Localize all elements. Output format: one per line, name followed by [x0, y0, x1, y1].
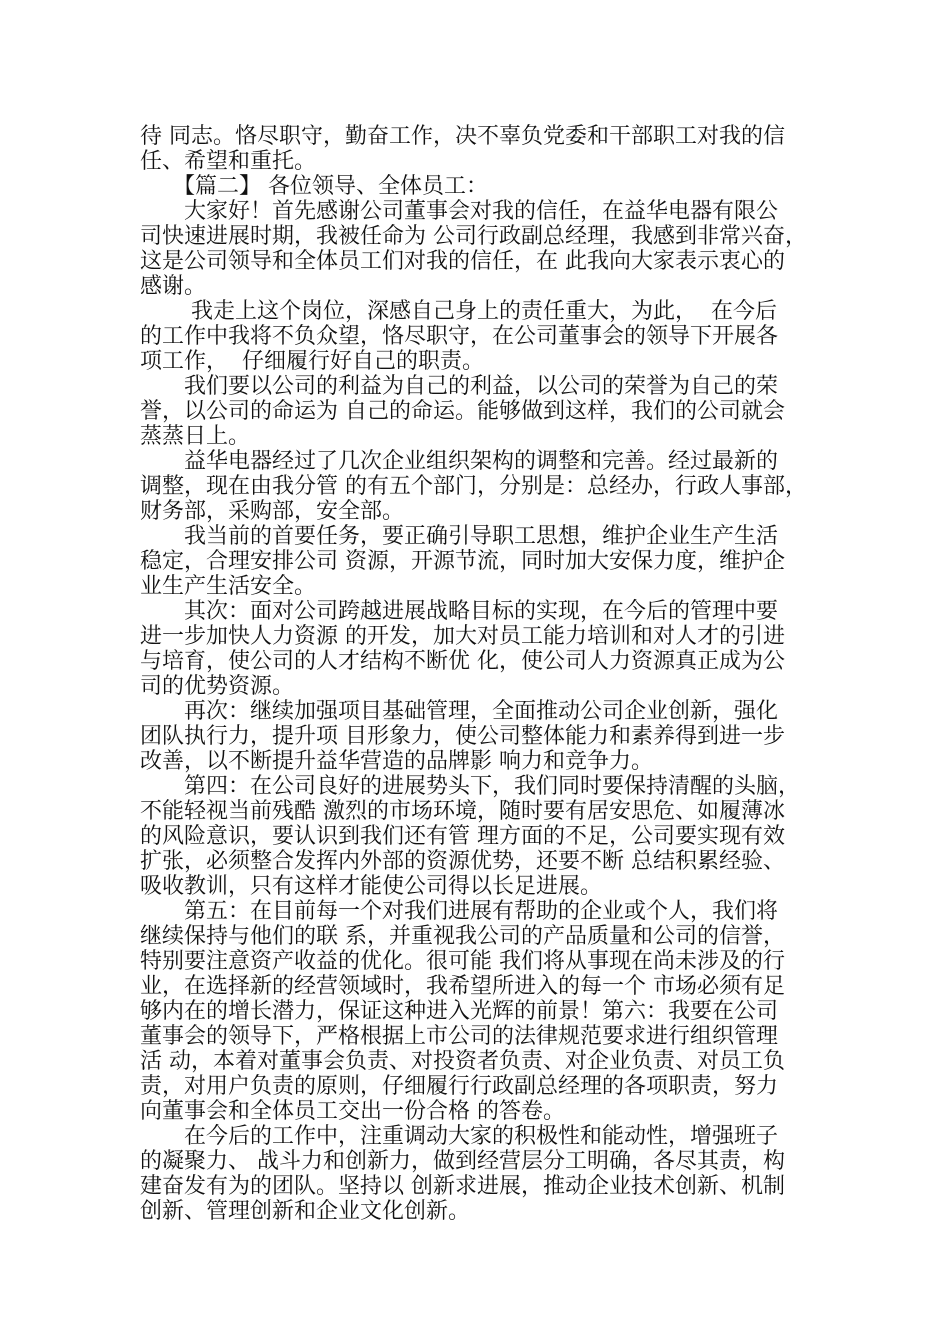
text-line: 稳定，合理安排公司 资源，开源节流，同时加大安保力度，维护企: [140, 549, 785, 574]
text-line: 的工作中我将不负众望，恪尽职守，在公司董事会的领导下开展各: [140, 324, 779, 349]
text-line: 我当前的首要任务，要正确引导职工思想，维护企业生产生活: [140, 524, 779, 549]
text-line: 吸收教训，只有这样才能使公司得以长足进展。: [140, 874, 603, 899]
text-line: 大家好！首先感谢公司董事会对我的信任，在益华电器有限公: [140, 199, 779, 224]
text-line: 在今后的工作中，注重调动大家的积极性和能动性，增强班子: [140, 1124, 779, 1149]
text-line: 活 动，本着对董事会负责、对投资者负责、对企业负责、对员工负: [140, 1049, 785, 1074]
text-line: 向董事会和全体员工交出一份合格 的答卷。: [140, 1099, 565, 1124]
text-line: 司快速进展时期，我被任命为 公司行政副总经理，我感到非常兴奋，: [140, 224, 807, 249]
text-line: 誉，以公司的命运为 自己的命运。能够做到这样，我们的公司就会: [140, 399, 785, 424]
text-line: 的风险意识，要认识到我们还有管 理方面的不足，公司要实现有效: [140, 824, 785, 849]
text-line: 我们要以公司的利益为自己的利益，以公司的荣誉为自己的荣: [140, 374, 779, 399]
text-line: 与培育，使公司的人才结构不断优 化，使公司人力资源真正成为公: [140, 649, 785, 674]
text-line: 的凝聚力、 战斗力和创新力，做到经营层分工明确，各尽其责，构: [140, 1149, 785, 1174]
text-line: 其次：面对公司跨越进展战略目标的实现，在今后的管理中要: [140, 599, 779, 624]
text-line: 司的优势资源。: [140, 674, 295, 699]
text-line: 够内在的增长潜力，保证这种进入光辉的前景！第六：我要在公司: [140, 999, 779, 1024]
text-line: 这是公司领导和全体员工们对我的信任，在 此我向大家表示衷心的: [140, 249, 785, 274]
text-line: 待 同志。恪尽职守，勤奋工作，决不辜负党委和干部职工对我的信: [140, 124, 785, 149]
text-line: 改善，以不断提升益华营造的品牌影 响力和竞争力。: [140, 749, 653, 774]
text-line: 我走上这个岗位，深感自己身上的责任重大，为此， 在今后: [140, 299, 777, 324]
section-heading-line: 【篇二】 各位领导、全体员工：: [140, 174, 488, 199]
text-line: 项工作， 仔细履行好自己的职责。: [140, 349, 484, 374]
text-line: 再次：继续加强项目基础管理，全面推动公司企业创新，强化: [140, 699, 779, 724]
text-line: 第四：在公司良好的进展势头下，我们同时要保持清醒的头脑，: [140, 774, 801, 799]
text-line: 继续保持与他们的联 系，并重视我公司的产品质量和公司的信誉，: [140, 924, 785, 949]
text-line: 创新、管理创新和企业文化创新。: [140, 1199, 471, 1224]
text-line: 财务部，采购部，安全部。: [140, 499, 405, 524]
text-line: 扩张，必须整合发挥内外部的资源优势，还要不断 总结积累经验、: [140, 849, 785, 874]
text-line: 业，在选择新的经营领域时，我希望所进入的每一个 市场必须有足: [140, 974, 785, 999]
text-line: 益华电器经过了几次企业组织架构的调整和完善。经过最新的: [140, 449, 779, 474]
text-line: 感谢。: [140, 274, 207, 299]
body-text: [140, 124, 820, 1224]
text-line: 特别要注意资产收益的优化。很可能 我们将从事现在尚未涉及的行: [140, 949, 785, 974]
text-line: 调整，现在由我分管 的有五个部门，分别是：总经办，行政人事部，: [140, 474, 807, 499]
text-line: 责，对用户负责的原则，仔细履行行政副总经理的各项职责，努力: [140, 1074, 779, 1099]
text-line: 业生产生活安全。: [140, 574, 317, 599]
text-line: 团队执行力，提升项 目形象力，使公司整体能力和素养得到进一步: [140, 724, 785, 749]
text-line: 蒸蒸日上。: [140, 424, 251, 449]
text-line: 第五：在目前每一个对我们进展有帮助的企业或个人，我们将: [140, 899, 779, 924]
text-line: 进一步加快人力资源 的开发，加大对员工能力培训和对人才的引进: [140, 624, 785, 649]
text-line: 不能轻视当前残酷 激烈的市场环境，随时要有居安思危、如履薄冰: [140, 799, 785, 824]
text-line: 任、希望和重托。: [140, 149, 317, 174]
text-line: 建奋发有为的团队。坚持以 创新求进展，推动企业技术创新、机制: [140, 1174, 785, 1199]
text-line: 董事会的领导下，严格根据上市公司的法律规范要求进行组织管理: [140, 1024, 779, 1049]
